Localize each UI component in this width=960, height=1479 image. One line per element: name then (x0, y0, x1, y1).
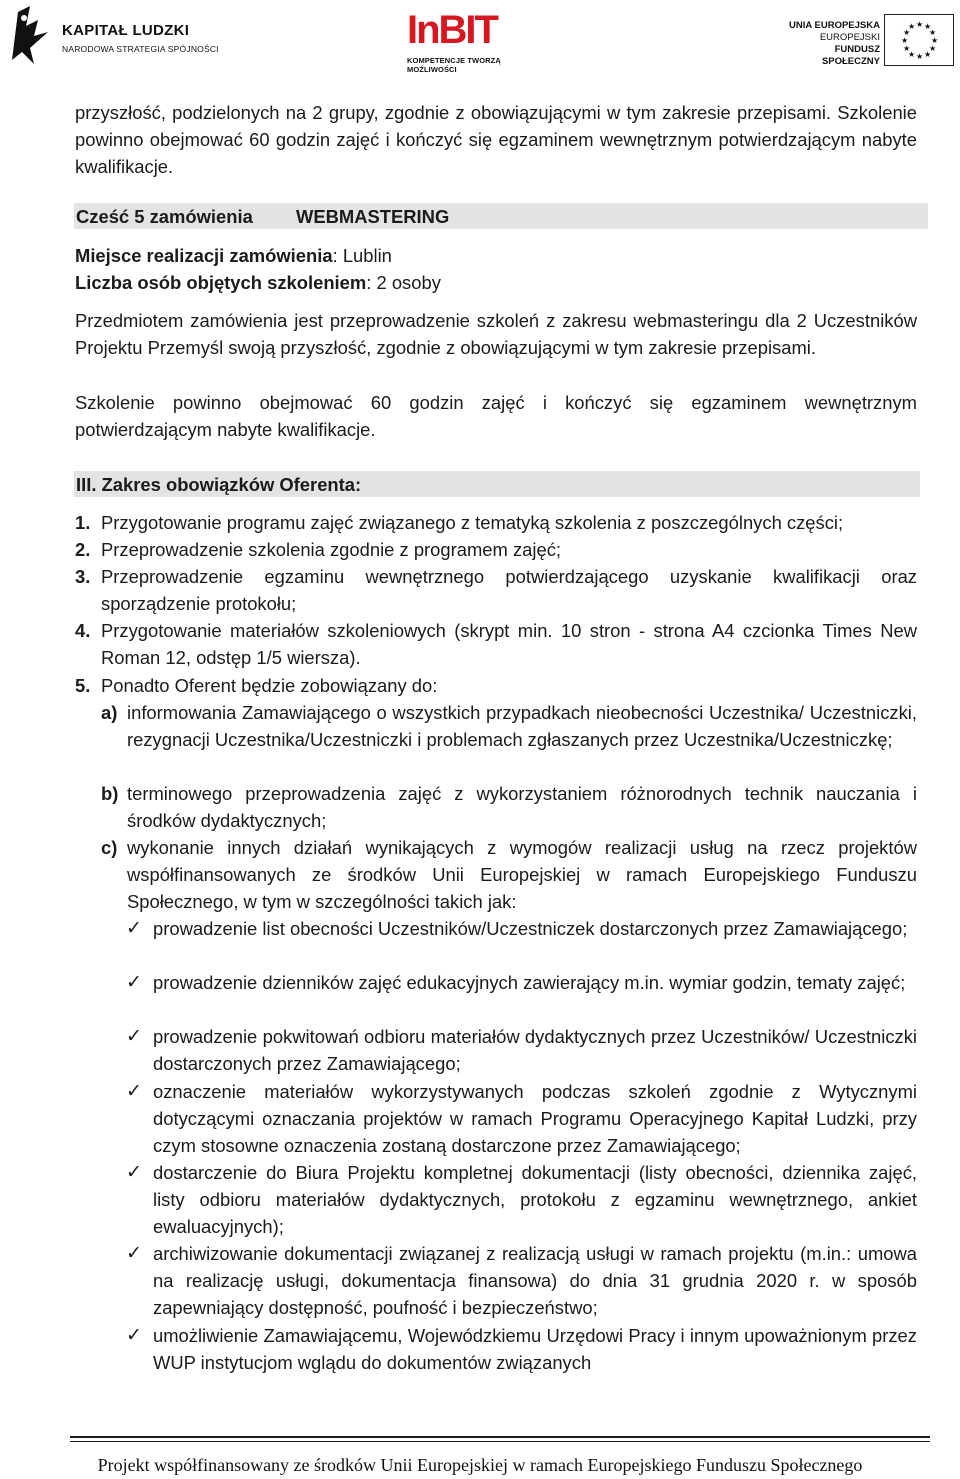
inbit-wordmark: InBIT (407, 8, 497, 52)
svg-text:★: ★ (901, 36, 909, 45)
kapital-ludzki-subtitle: NARODOWA STRATEGIA SPÓJNOŚCI (62, 44, 219, 54)
check-item-text: oznaczenie materiałów wykorzystywanych podczas szkoleń zgodnie z Wytycznymi dotyczącymi oznaczania projektów w ramach Programu Operacyjnego Kapitał Ludzki, przy czym stosowne oznaczenia zostaną dostarczone przez Zamawiającego; (153, 1081, 917, 1156)
svg-text:★: ★ (931, 36, 939, 45)
count-label: Liczba osób objętych szkoleniem (75, 272, 367, 293)
subitem-text: wykonanie innych działań wynikających z wymogów realizacji usług na rzecz projektów współfinansowanych ze środków Unii Europejskiej w ramach Europejskiego Funduszu Społecznego, w tym w szczególności takich jak: (127, 837, 917, 912)
item-number: 3. (75, 566, 91, 587)
intro-paragraph: przyszłość, podzielonych na 2 grupy, zgodnie z obowiązującymi w tym zakresie przepisami. Szkolenie powinno obejmować 60 godzin zajęć i kończyć się egzaminem wewnętrznym potwierdzającym nabyte kwalifikacje. (75, 102, 917, 177)
eu-line1: UNIA EUROPEJSKA (789, 20, 880, 31)
eu-line2: EUROPEJSKI (819, 32, 880, 43)
check-item-text: prowadzenie list obecności Uczestników/Uczestniczek dostarczonych przez Zamawiającego; (153, 918, 908, 939)
part5-training: Szkolenie powinno obejmować 60 godzin zajęć i kończyć się egzaminem wewnętrznym potwierdzającym nabyte kwalifikacje. (75, 392, 917, 440)
item-number: 5. (75, 675, 91, 696)
subitem-letter: b) (101, 783, 119, 804)
part5-name: WEBMASTERING (296, 206, 450, 227)
item-text: Przeprowadzenie szkolenia zgodnie z programem zajęć; (101, 539, 561, 560)
place-label: Miejsce realizacji zamówienia (75, 245, 333, 266)
item-text: Ponadto Oferent będzie zobowiązany do: (101, 675, 438, 696)
svg-text:★: ★ (903, 28, 911, 37)
eu-logo (780, 14, 956, 66)
eu-logo-text (780, 20, 880, 68)
check-item-text: archiwizowanie dokumentacji związanej z realizacją usługi w ramach projektu (m.in.: umowa na realizację usługi, dokumentacja finansowa) do dnia 31 grudnia 2020 r. w sposób zapewniający dostępność, poufność i bezpieczeństwo; (153, 1243, 917, 1318)
place-value: : Lublin (332, 245, 392, 266)
checkmark-icon: ✓ (126, 918, 142, 939)
inbit-tagline: KOMPETENCJE TWORZĄ MOŻLIWOŚCI (407, 56, 501, 74)
eu-flag-icon (884, 14, 954, 66)
footer-rule-thick (70, 1436, 930, 1438)
item-text: Przygotowanie materiałów szkoleniowych (skrypt min. 10 stron - strona A4 czcionka Times New Roman 12, odstęp 1/5 wiersza). (101, 620, 917, 668)
subitem-text: informowania Zamawiającego o wszystkich przypadkach nieobecności Uczestnika/ Uczestniczki, rezygnacji Uczestnika/Uczestniczki i problemach zgłaszanych przez Uczestnika/Uczestniczkę; (127, 702, 917, 750)
checkmark-icon: ✓ (126, 1325, 142, 1346)
kapital-ludzki-title: KAPITAŁ LUDZKI (62, 22, 190, 39)
footer-rule-thin (70, 1441, 930, 1442)
subitem-letter: a) (101, 702, 118, 723)
subitem-text: terminowego przeprowadzenia zajęć z wykorzystaniem różnorodnych technik nauczania i środków dydaktycznych; (127, 783, 917, 831)
item-number: 1. (75, 512, 91, 533)
item-text: Przygotowanie programu zajęć związanego z tematyką szkolenia z poszczególnych części; (101, 512, 844, 533)
svg-text:★: ★ (916, 52, 924, 61)
page-footer: Projekt współfinansowany ze środków Unii Europejskiej w ramach Europejskiego Funduszu Społecznego (97, 1455, 863, 1475)
svg-text:★: ★ (929, 44, 937, 53)
inbit-logo (405, 8, 545, 74)
count-value: : 2 osoby (366, 272, 441, 293)
svg-text:★: ★ (924, 50, 932, 59)
check-item-text: prowadzenie dzienników zajęć edukacyjnych zawierający m.in. wymiar godzin, tematy zajęć; (153, 972, 906, 993)
part5-place (75, 242, 917, 269)
item-number: 2. (75, 539, 91, 560)
section3-heading: III. Zakres obowiązków Oferenta: (76, 474, 362, 495)
subitem-letter: c) (101, 837, 118, 858)
svg-text:★: ★ (908, 22, 916, 31)
checkmark-icon: ✓ (126, 1081, 142, 1102)
checkmark-icon: ✓ (126, 1162, 142, 1183)
eu-line3: FUNDUSZ SPOŁECZNY (821, 44, 880, 67)
svg-text:★: ★ (924, 22, 932, 31)
checkmark-icon: ✓ (126, 1243, 142, 1264)
checkmark-icon: ✓ (126, 1026, 142, 1047)
part5-description: Przedmiotem zamówienia jest przeprowadzenie szkoleń z zakresu webmasteringu dla 2 Uczestników Projektu Przemyśl swoją przyszłość, zgodnie z obowiązującymi w tym zakresie przepisami. (75, 310, 917, 358)
part5-count (75, 269, 917, 296)
svg-text:★: ★ (903, 44, 911, 53)
item-text: Przeprowadzenie egzaminu wewnętrznego potwierdzającego uzyskanie kwalifikacji oraz sporządzenie protokołu; (101, 566, 917, 614)
kapital-ludzki-emblem-icon (4, 2, 52, 68)
check-item-text: dostarczenie do Biura Projektu kompletnej dokumentacji (listy obecności, dziennika zajęć, listy odbioru materiałów dydaktycznych, protokołu z egzaminu wewnętrznego, ankiet ewaluacyjnych); (153, 1162, 917, 1237)
svg-text:★: ★ (916, 20, 924, 29)
item-number: 4. (75, 620, 91, 641)
kapital-ludzki-logo (4, 2, 219, 68)
part5-label: Cześć 5 zamówienia (76, 206, 253, 227)
svg-text:★: ★ (908, 50, 916, 59)
checkmark-icon: ✓ (126, 972, 142, 993)
svg-text:★: ★ (929, 28, 937, 37)
check-item-text: umożliwienie Zamawiającemu, Wojewódzkiemu Urzędowi Pracy i innym upoważnionym przez WUP instytucjom wglądu do dokumentów związanych (153, 1325, 917, 1373)
check-item-text: prowadzenie pokwitowań odbioru materiałów dydaktycznych przez Uczestników/ Uczestniczki dostarczonych przez Zamawiającego; (153, 1026, 917, 1074)
